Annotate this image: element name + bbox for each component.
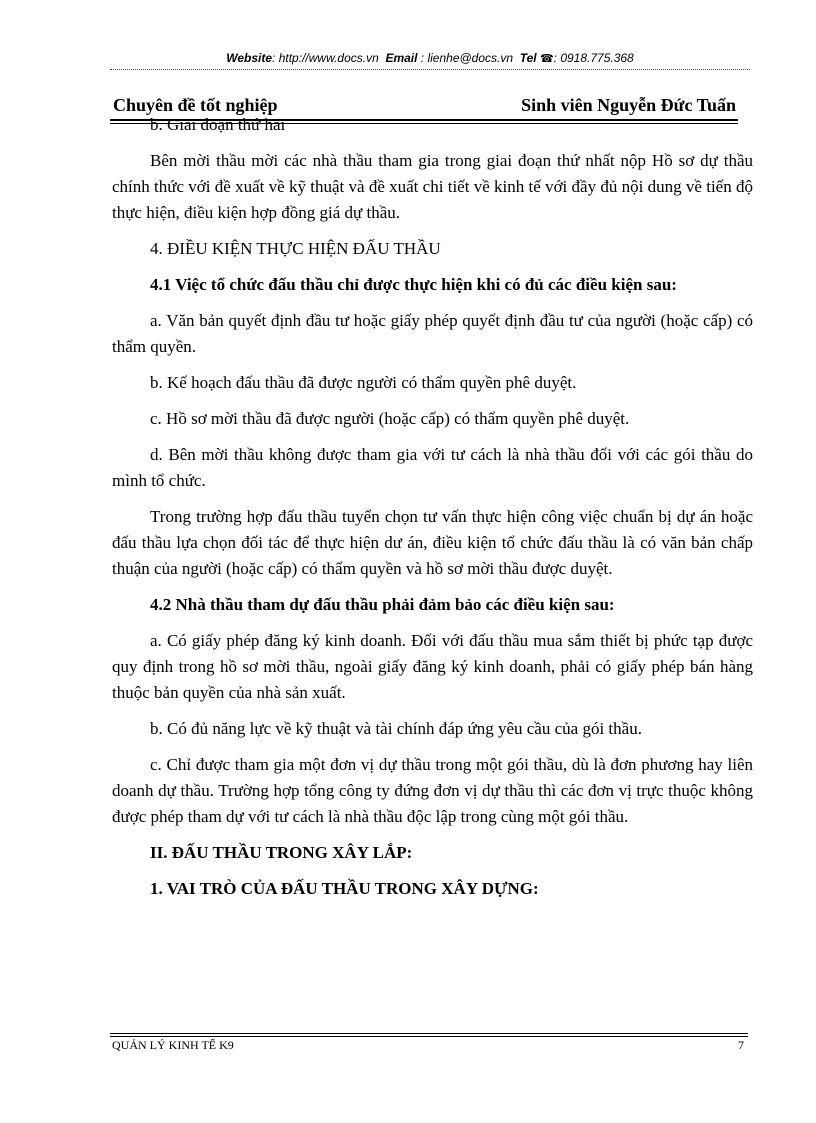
tel-value: : 0918.775.368	[553, 51, 634, 65]
phone-icon: ☎	[539, 53, 554, 65]
paragraph: 4. ĐIỀU KIỆN THỰC HIỆN ĐẤU THẦU	[150, 239, 441, 258]
email-label: Email	[385, 51, 418, 65]
footer-rule-bottom	[110, 1036, 748, 1037]
tel-label: Tel	[519, 51, 537, 65]
section-heading: II. ĐẤU THẦU TRONG XÂY LẮP:	[150, 843, 413, 862]
website-label: Website	[226, 51, 273, 65]
paragraph: d. Bên mời thầu không được tham gia với tư cách là nhà thầu đối với các gói thầu do mình tổ chức.	[112, 445, 753, 490]
section-heading: 4.2 Nhà thầu tham dự đấu thầu phải đảm bảo các điều kiện sau:	[150, 595, 615, 614]
email-value[interactable]: : lienhe@docs.vn	[420, 51, 514, 65]
paragraph: b. Kế hoạch đấu thầu đã được người có thẩm quyền phê duyệt.	[150, 373, 577, 392]
paragraph: c. Chỉ được tham gia một đơn vị dự thầu trong một gói thầu, dù là đơn phương hay liên doanh dự thầu. Trường hợp tổng công ty đứng đơn vị dự thầu thì các đơn vị trực thuộc không được phép tham dự với tư cách là nhà thầu độc lập trong cùng một gói thầu.	[112, 755, 753, 826]
paragraph: c. Hồ sơ mời thầu đã được người (hoặc cấp) có thẩm quyền phê duyệt.	[150, 409, 630, 428]
page-footer	[112, 1038, 744, 1052]
footer-text: QUẢN LÝ KINH TẾ K9	[112, 1038, 234, 1052]
website-value[interactable]: : http://www.docs.vn	[272, 51, 379, 65]
page-number: 7	[738, 1038, 744, 1052]
cut-off-line: b. Giai đoạn thứ hai	[150, 115, 286, 134]
paragraph: a. Có giấy phép đăng ký kinh doanh. Đối với đấu thầu mua sắm thiết bị phức tạp được quy định trong hồ sơ mời thầu, ngoài giấy đăng ký kinh doanh, phải có giấy phép bán hàng thuộc bản quyền của nhà sản xuất.	[112, 631, 753, 702]
author-name: Sinh viên Nguyễn Đức Tuấn	[521, 95, 736, 115]
paragraph: Trong trường hợp đấu thầu tuyển chọn tư vấn thực hiện công việc chuẩn bị dự án hoặc đấu thầu lựa chọn đối tác để thực hiện dư án, điều kiện tổ chức đấu thầu là có văn bản chấp thuận của người (hoặc cấp) có thẩm quyền và hồ sơ mời thầu được duyệt.	[112, 507, 753, 578]
paragraph: a. Văn bản quyết định đầu tư hoặc giấy phép quyết định đầu tư của người (hoặc cấp) có thẩm quyền.	[112, 311, 753, 356]
footer-rule-top	[110, 1033, 748, 1034]
website-header	[110, 50, 750, 67]
section-heading: 4.1 Việc tổ chức đấu thầu chỉ được thực hiện khi có đủ các điều kiện sau:	[150, 275, 677, 294]
section-heading: 1. VAI TRÒ CỦA ĐẤU THẦU TRONG XÂY DỰNG:	[150, 879, 539, 898]
paragraph: b. Có đủ năng lực về kỹ thuật và tài chính đáp ứng yêu cầu của gói thầu.	[150, 719, 642, 738]
document-title: Chuyên đề tốt nghiệp	[113, 95, 278, 115]
header-dotted-rule	[110, 69, 750, 70]
paragraph: Bên mời thầu mời các nhà thầu tham gia trong giai đoạn thứ nhất nộp Hồ sơ dự thầu chính thức với đề xuất về kỹ thuật và đề xuất chi tiết về kinh tế với đầy đủ nội dung về tiến độ thực hiện, điều kiện hợp đồng giá dự thầu.	[112, 151, 753, 222]
document-body	[112, 148, 753, 912]
